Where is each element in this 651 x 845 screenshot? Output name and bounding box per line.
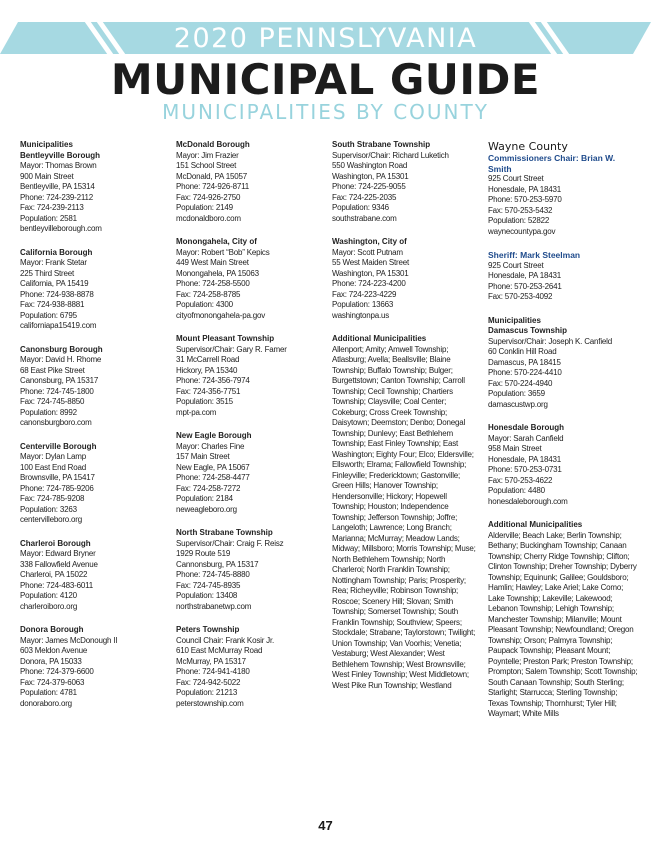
county-title: Wayne County bbox=[488, 140, 568, 153]
page-number: 47 bbox=[318, 818, 333, 833]
detail-line: Damascus, PA 18415 bbox=[488, 357, 561, 367]
detail-line: Hickory, PA 15340 bbox=[176, 365, 238, 375]
detail-line: Phone: 724-258-5500 bbox=[176, 279, 250, 288]
page-title: MUNICIPAL GUIDE bbox=[110, 55, 541, 104]
detail-line: Supervisor/Chair: Gary R. Famer bbox=[176, 344, 287, 354]
detail-line: Phone: 724-379-6600 bbox=[20, 667, 94, 676]
detail-line: Fax: 724-938-8881 bbox=[20, 300, 85, 309]
detail-line: southstrabane.com bbox=[332, 213, 397, 223]
additional-municipalities-title: Additional Municipalities bbox=[332, 334, 427, 343]
column-3 bbox=[332, 140, 477, 704]
detail-line: 958 Main Street bbox=[488, 444, 542, 453]
detail-line: Fax: 724-745-8935 bbox=[176, 580, 241, 590]
detail-line: Mayor: Dylan Lamp bbox=[20, 452, 86, 461]
municipality-name: California Borough bbox=[20, 247, 93, 257]
municipality-list bbox=[176, 140, 321, 709]
detail-line: Fax: 724-785-9208 bbox=[20, 494, 85, 503]
detail-line: Fax: 724-258-8785 bbox=[176, 289, 241, 299]
page-subtitle: MUNICIPALITIES BY COUNTY bbox=[162, 100, 489, 124]
detail-line: Supervisor/Chair: Craig F. Reisz bbox=[176, 538, 284, 548]
detail-line: Donora, PA 15033 bbox=[20, 656, 82, 666]
municipality-list bbox=[332, 140, 477, 321]
detail-line: Phone: 570-253-2641 bbox=[488, 281, 562, 291]
detail-line: Phone: 570-253-5970 bbox=[488, 195, 562, 204]
detail-line: neweagleboro.org bbox=[176, 504, 237, 514]
municipality-name: Washington, City of bbox=[332, 237, 407, 246]
detail-line: Mayor: David H. Rhome bbox=[20, 355, 102, 364]
detail-line: cityofmonongahela-pa.gov bbox=[176, 310, 266, 320]
detail-line: Mayor: Sarah Canfield bbox=[488, 433, 564, 443]
detail-line: Fax: 724-379-6063 bbox=[20, 677, 85, 687]
detail-line: Population: 2581 bbox=[20, 213, 77, 223]
detail-line: Phone: 724-356-7974 bbox=[176, 376, 250, 385]
column-2 bbox=[176, 140, 321, 722]
detail-line: Phone: 724-258-4477 bbox=[176, 473, 250, 482]
detail-line: Population: 52822 bbox=[488, 216, 550, 225]
detail-line: Council Chair: Frank Kosir Jr. bbox=[176, 635, 275, 645]
municipality-name: Charleroi Borough bbox=[20, 538, 91, 548]
detail-line: charleroiboro.org bbox=[20, 601, 78, 611]
detail-line: Mayor: Robert “Bob” Kepics bbox=[176, 247, 270, 257]
detail-line: Mayor: Edward Bryner bbox=[20, 549, 96, 558]
detail-line: 550 Washington Road bbox=[332, 161, 408, 170]
detail-line: Fax: 724-239-2113 bbox=[20, 203, 84, 212]
detail-line: 55 West Maiden Street bbox=[332, 258, 410, 267]
detail-line: Charleroi, PA 15022 bbox=[20, 570, 88, 579]
detail-line: Fax: 570-253-5432 bbox=[488, 205, 553, 215]
detail-line: Population: 4120 bbox=[20, 591, 77, 600]
detail-line: Mayor: Scott Putnam bbox=[332, 247, 403, 257]
municipality-name: Monongahela, City of bbox=[176, 237, 257, 246]
additional-municipalities-title: Additional Municipalities bbox=[488, 520, 583, 529]
detail-line: Phone: 724-785-9206 bbox=[20, 483, 94, 493]
column-4 bbox=[488, 140, 638, 733]
municipality-name: Damascus Township bbox=[488, 326, 567, 335]
detail-line: 925 Court Street bbox=[488, 260, 544, 270]
detail-line: Fax: 724-223-4229 bbox=[332, 289, 397, 299]
municipality-entry bbox=[488, 326, 638, 410]
detail-line: Phone: 724-745-1800 bbox=[20, 386, 94, 396]
municipality-entry bbox=[176, 334, 321, 418]
detail-line: 925 Court Street bbox=[488, 174, 544, 183]
detail-line: Phone: 724-926-8711 bbox=[176, 182, 250, 191]
detail-line: northstrabanetwp.com bbox=[176, 601, 252, 611]
detail-line: Phone: 724-225-9055 bbox=[332, 182, 406, 191]
detail-line: Fax: 724-258-7272 bbox=[176, 483, 241, 493]
detail-line: Monongahela, PA 15063 bbox=[176, 268, 259, 278]
municipality-name: Canonsburg Borough bbox=[20, 344, 103, 354]
municipality-name: Bentleyville Borough bbox=[20, 150, 101, 160]
detail-line: Bentleyville, PA 15314 bbox=[20, 182, 95, 191]
municipality-name: Honesdale Borough bbox=[488, 423, 565, 432]
detail-line: bentleyvilleborough.com bbox=[20, 224, 102, 233]
detail-line: Washington, PA 15301 bbox=[332, 171, 409, 181]
detail-line: Fax: 570-224-4940 bbox=[488, 378, 553, 388]
municipality-name: North Strabane Township bbox=[176, 528, 273, 537]
detail-line: Supervisor/Chair: Joseph K. Canfield bbox=[488, 336, 612, 346]
detail-line: Population: 3659 bbox=[488, 389, 545, 398]
municipality-name: New Eagle Borough bbox=[176, 431, 252, 440]
municipality-entry bbox=[176, 528, 321, 612]
detail-line: Washington, PA 15301 bbox=[332, 268, 409, 278]
detail-line: 225 Third Street bbox=[20, 268, 75, 278]
detail-line: californiapa15419.com bbox=[20, 321, 97, 330]
detail-line: Population: 2149 bbox=[176, 203, 233, 212]
sheriff-entry bbox=[488, 250, 638, 303]
detail-line: 603 Meldon Avenue bbox=[20, 646, 88, 655]
section-heading: Municipalities bbox=[20, 140, 73, 149]
municipality-entry bbox=[20, 442, 160, 526]
detail-line: New Eagle, PA 15067 bbox=[176, 462, 250, 472]
detail-line: Canonsburg, PA 15317 bbox=[20, 376, 99, 385]
detail-line: washingtonpa.us bbox=[332, 310, 390, 320]
detail-line: damascustwp.org bbox=[488, 399, 548, 409]
detail-line: 900 Main Street bbox=[20, 171, 74, 181]
detail-line: Population: 8992 bbox=[20, 407, 77, 417]
detail-line: Population: 13663 bbox=[332, 300, 394, 309]
banner-title: 2020 PENNSLYVANIA bbox=[173, 23, 478, 54]
additional-municipalities-text: Alderville; Beach Lake; Berlin Township; Bethany; Buckingham Township; Canaan Township; Cherry Ridge Township; Clifton; Clinton Township; Dreher Township; Dyberry Township; Equinunk; Galilee; Gouldsboro; Hamlin; Hawley; Lake Ariel; Lake Como; Lake Township; Lakeville; Lakewood; Lebanon Township; Lehigh Township; Manchester Township; Milanville; Mount Pleasant Township; Newfoundland; Oregon Township; Orson; Palmyra Township; Paupack Township; Pleasant Mount; Poyntelle; Preston Park; Preston Township; Prompton; Salem Township; Scott Township; South Canaan Township; South Sterling; Starlight; Starrucca; Sterling Township; Texas Township; Thornhurst; Tyler Hill; Waymart; White Mills bbox=[488, 530, 638, 718]
sheriff-details bbox=[488, 261, 638, 303]
detail-line: McDonald, PA 15057 bbox=[176, 171, 247, 181]
detail-line: Mayor: Thomas Brown bbox=[20, 161, 97, 170]
additional-municipalities bbox=[332, 334, 477, 691]
detail-line: Population: 4781 bbox=[20, 688, 77, 697]
detail-line: mcdonaldboro.com bbox=[176, 213, 241, 223]
section-heading: Municipalities bbox=[488, 315, 541, 325]
municipality-entry bbox=[20, 248, 160, 332]
detail-line: mpt-pa.com bbox=[176, 407, 217, 417]
municipality-entry bbox=[20, 539, 160, 613]
detail-line: 151 School Street bbox=[176, 161, 237, 170]
additional-municipalities-text: Allenport; Amity; Amwell Township; Atlasburg; Avella; Beallsville; Blaine Township; Buffalo Township; Bulger; Burgettstown; Canton Township; Carroll Township; Cecil Township; Chartiers Township; Claysville; Coal Center; Cokeburg; Cross Creek Township; Daisytown; Deemston; Denbo; Donegal Township; Dunlevy; East Bethlehem Township; East Finley Township; East Washington; Eighty Four; Elco; Eldersville; Ellsworth; Elrama; Fallowfield Township; Finleyville; Fredericktown; Gastonville; Green Hills; Hanover Township; Hendersonville; Hickory; Hopewell Township; Houston; Independence Township; Jefferson Township; Joffre; Langeloth; Lawrence; Long Branch; Marianna; McMurray; Meadow Lands; Midway; Millsboro; Morris Township; Muse; North Bethlehem Township; North Charleroi; North Franklin Township; Nottingham Township; Paris; Prosperity; Rea; Richeyville; Robinson Township; Roscoe; Scenery Hill; Slovan; Smith Township; Somerset Township; South Franklin Township; Southview; Speers; Stockdale; Strabane; Taylorstown; Twilight; Union Township; Van Voorhis; Venetia; Vestaburg; West Alexander; West Bethlehem Township; West Brownsville; West Finley Township; West Middletown; West Pike Run Township; Westland bbox=[332, 344, 476, 690]
detail-line: Phone: 724-941-4180 bbox=[176, 667, 250, 676]
detail-line: Fax: 570-253-4092 bbox=[488, 292, 553, 301]
detail-line: 1929 Route 519 bbox=[176, 549, 231, 558]
municipality-entry bbox=[20, 151, 160, 235]
column-1 bbox=[20, 140, 160, 722]
additional-municipalities bbox=[488, 520, 638, 720]
municipality-entry bbox=[176, 140, 321, 224]
detail-line: peterstownship.com bbox=[176, 698, 244, 708]
commissioners-entry bbox=[488, 153, 638, 237]
detail-line: Mayor: Frank Stetar bbox=[20, 258, 87, 267]
municipality-name: Peters Township bbox=[176, 625, 240, 634]
detail-line: 338 Fallowfield Avenue bbox=[20, 559, 98, 569]
municipality-list bbox=[488, 326, 638, 507]
detail-line: 100 East End Road bbox=[20, 462, 86, 472]
detail-line: Mayor: James McDonough II bbox=[20, 635, 118, 645]
detail-line: waynecountypa.gov bbox=[488, 226, 556, 236]
detail-line: centervilleboro.org bbox=[20, 515, 83, 524]
detail-line: Phone: 724-239-2112 bbox=[20, 192, 94, 202]
municipality-entry bbox=[332, 140, 477, 224]
sheriff-title: Sheriff: Mark Steelman bbox=[488, 250, 581, 260]
commissioners-details bbox=[488, 174, 638, 237]
detail-line: Population: 4480 bbox=[488, 486, 545, 495]
commissioners-title: Commissioners Chair: Brian W. Smith bbox=[488, 153, 616, 174]
municipality-entry bbox=[176, 237, 321, 321]
detail-line: Honesdale, PA 18431 bbox=[488, 454, 562, 464]
municipality-entry bbox=[176, 625, 321, 709]
municipality-name: McDonald Borough bbox=[176, 140, 250, 149]
detail-line: Population: 3263 bbox=[20, 504, 77, 514]
detail-line: Population: 9346 bbox=[332, 203, 389, 212]
detail-line: Phone: 724-938-8878 bbox=[20, 289, 94, 299]
detail-line: Cannonsburg, PA 15317 bbox=[176, 559, 259, 569]
municipality-entry bbox=[332, 237, 477, 321]
detail-line: 157 Main Street bbox=[176, 452, 230, 461]
detail-line: Supervisor/Chair: Richard Luketich bbox=[332, 150, 449, 160]
municipality-list bbox=[20, 151, 160, 710]
detail-line: Population: 13408 bbox=[176, 591, 238, 600]
municipality-name: Donora Borough bbox=[20, 625, 84, 634]
detail-line: Phone: 724-223-4200 bbox=[332, 279, 406, 288]
detail-line: donoraboro.org bbox=[20, 698, 72, 708]
detail-line: McMurray, PA 15317 bbox=[176, 656, 246, 666]
detail-line: Population: 4300 bbox=[176, 300, 233, 309]
detail-line: Phone: 724-745-8880 bbox=[176, 570, 250, 579]
detail-line: California, PA 15419 bbox=[20, 279, 89, 288]
detail-line: Population: 21213 bbox=[176, 688, 238, 697]
detail-line: Population: 2184 bbox=[176, 494, 233, 503]
detail-line: Brownsville, PA 15417 bbox=[20, 473, 95, 482]
detail-line: Fax: 724-942-5022 bbox=[176, 677, 241, 687]
municipality-name: Mount Pleasant Township bbox=[176, 334, 275, 343]
municipality-name: Centerville Borough bbox=[20, 441, 97, 451]
municipality-entry bbox=[488, 423, 638, 507]
detail-line: Mayor: Charles Fine bbox=[176, 441, 245, 451]
detail-line: 60 Conklin Hill Road bbox=[488, 347, 557, 356]
detail-line: canonsburgboro.com bbox=[20, 418, 92, 427]
detail-line: Honesdale, PA 18431 bbox=[488, 271, 562, 280]
detail-line: Population: 6795 bbox=[20, 310, 77, 320]
detail-line: Fax: 724-745-8850 bbox=[20, 397, 85, 406]
detail-line: Fax: 724-356-7751 bbox=[176, 386, 241, 396]
detail-line: 68 East Pike Street bbox=[20, 365, 85, 375]
detail-line: 610 East McMurray Road bbox=[176, 646, 263, 655]
detail-line: 449 West Main Street bbox=[176, 258, 249, 267]
municipality-entry bbox=[20, 345, 160, 429]
detail-line: 31 McCarrell Road bbox=[176, 355, 240, 364]
detail-line: Phone: 724-483-6011 bbox=[20, 580, 94, 590]
detail-line: Mayor: Jim Frazier bbox=[176, 150, 239, 160]
detail-line: Honesdale, PA 18431 bbox=[488, 184, 562, 194]
municipality-name: South Strabane Township bbox=[332, 140, 431, 149]
detail-line: Phone: 570-253-0731 bbox=[488, 465, 562, 474]
detail-line: Phone: 570-224-4410 bbox=[488, 368, 562, 377]
detail-line: Fax: 724-926-2750 bbox=[176, 192, 241, 202]
detail-line: Fax: 724-225-2035 bbox=[332, 192, 397, 202]
detail-line: Population: 3515 bbox=[176, 397, 233, 406]
municipality-entry bbox=[20, 625, 160, 709]
detail-line: Fax: 570-253-4622 bbox=[488, 475, 553, 485]
detail-line: honesdaleborough.com bbox=[488, 496, 568, 506]
municipality-entry bbox=[176, 431, 321, 515]
